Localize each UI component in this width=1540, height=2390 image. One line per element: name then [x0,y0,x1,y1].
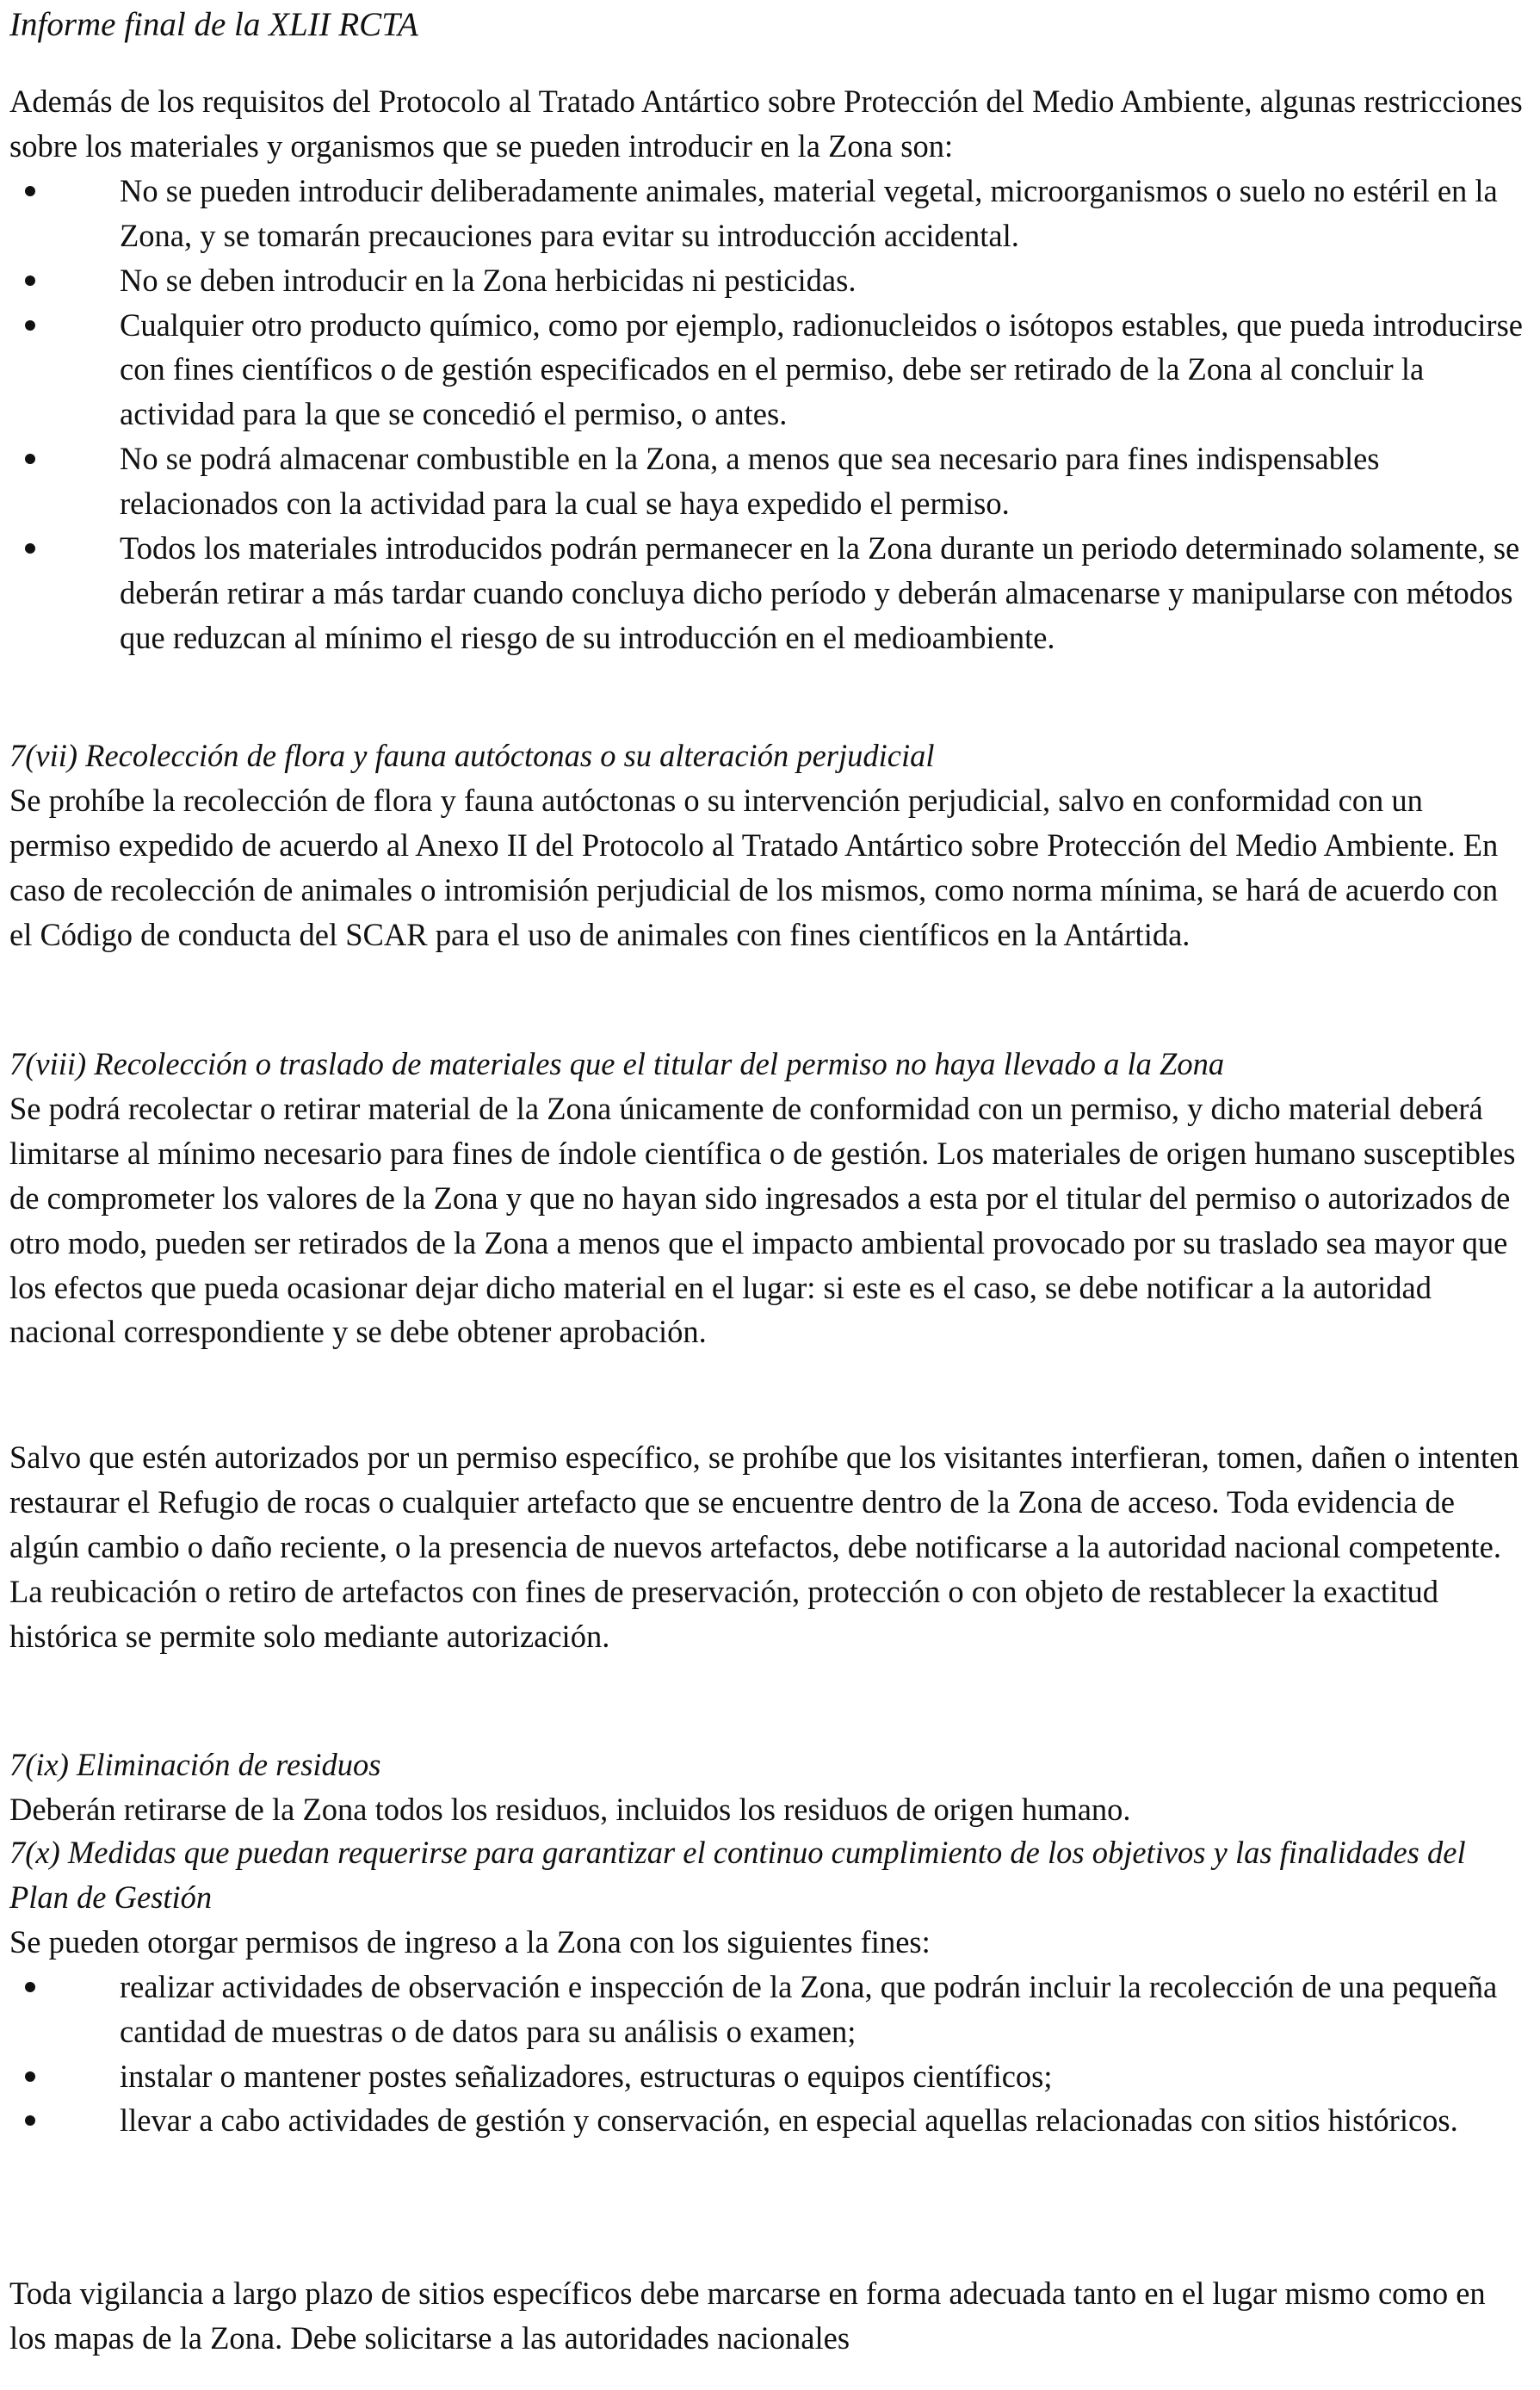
section-heading: 7(viii) Recolección o traslado de materiales que el titular del permiso no haya llevado a la Zona [9,1046,1225,1081]
list-item: Todos los materiales introducidos podrán permanecer en la Zona durante un periodo determinado solamente, se deberán retirar a más tardar cuando concluya dicho período y deberán almacenarse y manipularse con métodos que reduzcan al mínimo el riesgo de su introducción en el medioambiente. [120,526,1523,660]
section-7-viii [9,1042,1523,1354]
section-heading: 7(x) Medidas que puedan requerirse para garantizar el continuo cumplimiento de los objetivos y las finalidades del Plan de Gestión [9,1835,1466,1915]
list-item: No se deben introducir en la Zona herbicidas ni pesticidas. [120,258,1523,303]
restrictions-list [9,169,1523,660]
refugio-section [9,1435,1523,1659]
running-header: Informe final de la XLII RCTA [9,6,418,43]
intro-section [9,79,1523,660]
section-7-x [9,1830,1523,2143]
section-paragraph: Se podrá recolectar o retirar material de la Zona únicamente de conformidad con un permiso, y dicho material deberá limitarse al mínimo necesario para fines de índole científica o de gestión. Los materiales de origen humano susceptibles de comprometer los valores de la Zona y que no hayan sido ingresados a esta por el titular del permiso o autorizados de otro modo, pueden ser retirados de la Zona a menos que el impacto ambiental provocado por su traslado sea mayor que los efectos que pueda ocasionar dejar dicho material en el lugar: si este es el caso, se debe notificar a la autoridad nacional correspondiente y se debe obtener aprobación. [9,1090,1516,1350]
list-item: No se pueden introducir deliberadamente animales, material vegetal, microorganismos o suelo no estéril en la Zona, y se tomarán precauciones para evitar su introducción accidental. [120,169,1523,258]
closing-section [9,2271,1523,2361]
section-paragraph: Deberán retirarse de la Zona todos los residuos, incluidos los residuos de origen humano. [9,1791,1131,1827]
refugio-paragraph: Salvo que estén autorizados por un permiso específico, se prohíbe que los visitantes interfieran, tomen, dañen o intenten restaurar el Refugio de rocas o cualquier artefacto que se encuentre dentro de la Zona de acceso. Toda evidencia de algún cambio o daño reciente, o la presencia de nuevos artefactos, debe notificarse a la autoridad nacional competente. La reubicación o retiro de artefactos con fines de preservación, protección o con objeto de restablecer la exactitud histórica se permite solo mediante autorización. [9,1440,1519,1654]
closing-paragraph: Toda vigilancia a largo plazo de sitios específicos debe marcarse en forma adecuada tanto en el lugar mismo como en los mapas de la Zona. Debe solicitarse a las autoridades nacionales [9,2275,1486,2356]
section-heading: 7(vii) Recolección de flora y fauna autóctonas o su alteración perjudicial [9,738,935,773]
list-item: instalar o mantener postes señalizadores, estructuras o equipos científicos; [120,2054,1523,2099]
intro-paragraph: Además de los requisitos del Protocolo al Tratado Antártico sobre Protección del Medio Ambiente, algunas restricciones sobre los materiales y organismos que se pueden introducir en la Zona son: [9,84,1523,164]
section-7-ix [9,1743,1523,1832]
permit-purposes-list [9,1965,1523,2144]
list-item: Cualquier otro producto químico, como por ejemplo, radionucleidos o isótopos estables, que pueda introducirse con fines científicos o de gestión especificados en el permiso, debe ser retirado de la Zona al concluir la actividad para la que se concedió el permiso, o antes. [120,303,1523,437]
list-item: llevar a cabo actividades de gestión y conservación, en especial aquellas relacionadas con sitios históricos. [120,2098,1523,2143]
section-heading: 7(ix) Eliminación de residuos [9,1747,381,1782]
list-item: No se podrá almacenar combustible en la Zona, a menos que sea necesario para fines indispensables relacionados con la actividad para la cual se haya expedido el permiso. [120,437,1523,526]
section-paragraph: Se pueden otorgar permisos de ingreso a la Zona con los siguientes fines: [9,1923,931,1960]
section-paragraph: Se prohíbe la recolección de flora y fauna autóctonas o su intervención perjudicial, salvo en conformidad con un permiso expedido de acuerdo al Anexo II del Protocolo al Tratado Antártico sobre Protección del Medio Ambiente. En caso de recolección de animales o intromisión perjudicial de los mismos, como norma mínima, se hará de acuerdo con el Código de conducta del SCAR para el uso de animales con fines científicos en la Antártida. [9,782,1499,952]
section-7-vii [9,734,1523,957]
list-item: realizar actividades de observación e inspección de la Zona, que podrán incluir la recolección de una pequeña cantidad de muestras o de datos para su análisis o examen; [120,1965,1523,2054]
